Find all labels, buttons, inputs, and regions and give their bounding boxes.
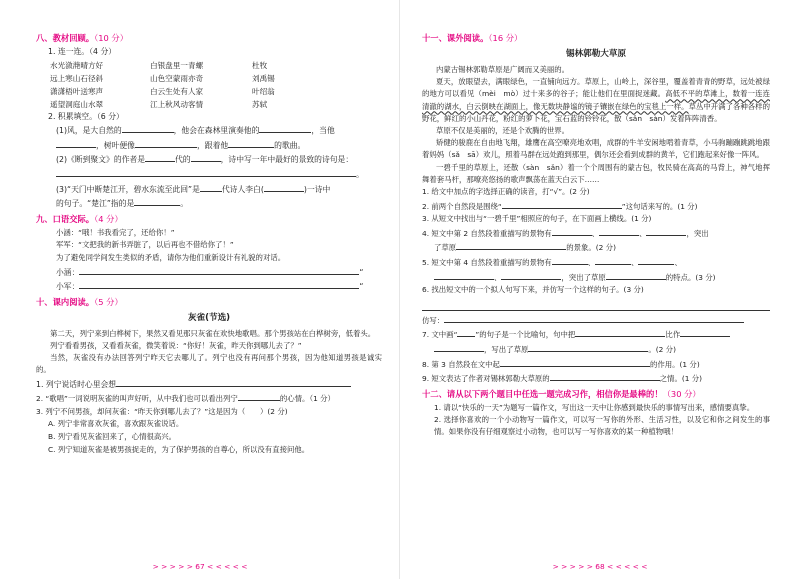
q11-5: 5. 短文中第 4 自然段着重描写的景物有 、 、 、 <box>422 255 770 270</box>
blank[interactable] <box>56 138 96 148</box>
option-c[interactable]: C. 列宁知道灰雀是被男孩捉走的，为了保护男孩的自尊心，所以没有直接问他。 <box>48 444 310 454</box>
q8-1-label: 1. 连一连。（4 分） <box>48 47 117 56</box>
answer-line[interactable] <box>116 377 351 387</box>
blank[interactable] <box>502 199 622 209</box>
option-a[interactable]: A. 列宁非常喜欢灰雀，喜欢跟灰雀说话。 <box>48 419 184 429</box>
blank[interactable] <box>134 196 180 206</box>
blank[interactable] <box>575 327 665 337</box>
dialog-answer-1: 小涵： “ <box>36 265 382 280</box>
q11-7: 7. 文中画“ ”的句子是一个比喻句，句中把 比作 <box>422 327 770 342</box>
article-paragraph: 一碧千里的草原上，还散（sàn sǎn）着一个个周围有的蒙古包，牧民骑在高高的马背上，神气地挥舞着套马杆，那嘹亮悠扬的歌声飘荡在蓝天白云下…… <box>422 162 770 184</box>
q8-2-line3: (2)《断到聚文》的作者是 代的 ，诗中写一年中最好的景致的诗句是： <box>36 152 382 167</box>
blank[interactable] <box>638 255 674 265</box>
q8-2-line4: 。 <box>36 167 382 182</box>
blank[interactable] <box>680 327 730 337</box>
q8-2-line2: ，树叶便像 ，跟着他 的歌曲。 <box>36 138 382 153</box>
q11-3: 3. 从短文中找出与“一碧千里”相照应的句子，在下面画上横线。(1 分) <box>422 214 652 224</box>
blank[interactable] <box>145 152 175 162</box>
blank[interactable] <box>122 123 174 133</box>
blank[interactable] <box>56 167 356 177</box>
blank[interactable] <box>191 152 221 162</box>
q10-2: 2. “歌唱”一词说明灰雀的叫声好听，从中我们也可以看出列宁 的心情。（1 分） <box>36 391 382 406</box>
dialog-answer-2: 小军： “ <box>36 279 382 294</box>
article-paragraph: 当然，灰雀没有办法回答列宁昨天它去哪儿了。列宁也没有再问那个男孩，因为他知道男孩是诚实的。 <box>36 353 382 375</box>
dialog-line2: 军军：“文把我的新书弄脏了，以后再也不借给你了！” <box>56 240 234 250</box>
section-10-heading: 十、课内阅读。（5 分） <box>36 296 123 307</box>
essay-option-2[interactable]: 2. 选择你喜欢的一个小动物写一篇作文，可以写一写你的外形、生活习性，以及它和你之间发生的事情。如果你没有仔细观察过小动物，也可以写一写你喜欢的某一种植物哦！ <box>434 414 770 437</box>
blank[interactable] <box>200 182 222 192</box>
section-11-heading: 十一、课外阅读。（16 分） <box>422 33 523 43</box>
blank[interactable] <box>606 270 666 280</box>
page-number-left: > > > > > 67 < < < < < <box>152 562 248 571</box>
article-paragraph: 第二天，列宁来到白桦树下，果然又看见那只灰雀在欢快地歌唱。那个男孩站在白桦树旁，低着头。 <box>50 328 376 338</box>
blank[interactable] <box>135 138 197 148</box>
article-paragraph: 列宁看看男孩，又看看灰雀，微笑着说：“你好！灰雀，昨天你到哪儿去了？” <box>50 340 302 350</box>
blank[interactable] <box>552 255 588 265</box>
blank[interactable] <box>259 123 311 133</box>
q10-3: 3. 列宁不问男孩，却问灰雀：“昨天你到哪儿去了？”这是因为（ ）(2 分) <box>36 406 288 416</box>
blank[interactable] <box>457 327 475 337</box>
answer-line[interactable] <box>79 265 359 275</box>
section-9-heading: 九、口语交际。（4 分） <box>36 213 123 224</box>
q11-2: 2. 前两个自然段是围绕“ ”这句话来写的。(1 分) <box>422 199 770 214</box>
q8-2-label: 2. 积累填空。（6 分） <box>48 111 124 121</box>
q11-4-cont: 了草原 的景象。(2 分) <box>422 240 770 255</box>
blank[interactable] <box>456 240 566 250</box>
q8-2-line6: 的句子。“楚江”指的是 。 <box>36 196 382 211</box>
blank[interactable] <box>550 371 660 381</box>
article-title: 锡林郭勒大草原 <box>565 49 627 59</box>
article-paragraph: 夏天，放眼望去，满眼绿色，一直铺向远方。草原上，山岭上，深谷里，覆盖着青青的野草，远处被绿的地方可以看见（mèi mò）过十来多的谷子；能让他们在里面捉迷藏。高低不平的草滩上，数着一连连清澈的湖水，白云倒映在湖面上，像无数块静谧的镜子镶嵌在绿色的宝毯上一样。草丛中开满了各种各样的野花，鲜红的小山丹花，粉红的萝卜花，宝石蓝的铃铃花，散（sǎn sàn）发着阵阵清香。 <box>422 77 770 123</box>
article-paragraph: 草原不仅是美丽的，还是个欢腾的世界。 <box>436 126 570 136</box>
q11-7-cont: ，写出了草原 。(2 分) <box>422 342 770 357</box>
blank[interactable] <box>228 138 274 148</box>
matching-grid[interactable]: 水光潋滟晴方好 白银盘里一青螺 杜牧 远上寒山石径斜 山色空蒙雨亦奇 刘禹锡 潇潇梧叶送寒声 白云生处有人家 叶绍翁 遥望洞庭山水翠 江上秋风动客情 苏轼 <box>50 60 275 109</box>
blank[interactable] <box>646 226 686 236</box>
q11-5-cont: 、 ，突出了草原 的特点。(3 分) <box>422 270 770 285</box>
dialog-line1: 小涵：“哦！书我看完了，还给你！” <box>56 227 175 237</box>
q11-1: 1. 给文中加点的字选择正确的读音，打“√”。(2 分) <box>422 187 590 197</box>
answer-line[interactable] <box>422 298 770 311</box>
q11-9: 9. 短文表达了作者对锡林郭勒大草原的 之情。(1 分) <box>422 371 770 386</box>
wavy-underlined-sentence: 高低不平的草滩上，数着一连连清澈的湖水，白云倒映在湖面上，像无数块静谧的镜子镶嵌在绿色的宝毯上一样。 <box>422 89 770 111</box>
blank[interactable] <box>500 357 650 367</box>
q8-2-line5: (3)“天门中断楚江开，碧水东流至此回”是 代诗人李白( )一诗中 <box>36 182 382 197</box>
blank[interactable] <box>434 342 484 352</box>
article-paragraph: 矫健的骏鹿在自由地飞翔，雄鹰在高空嘹亮地欢唱，成群的牛羊安闲地啃着青草，小马驹蹦蹦跳跳地跟着妈妈（sǎ sā）欢儿，照着马群在远处跑到那里，偶尔还会看到成群的黄羊，它们跑起来好像一阵风。 <box>422 138 770 160</box>
blank[interactable] <box>238 391 280 401</box>
blank[interactable] <box>434 270 494 280</box>
blank[interactable] <box>501 270 561 280</box>
blank[interactable] <box>599 226 639 236</box>
blank[interactable] <box>552 226 592 236</box>
answer-line[interactable] <box>444 313 744 323</box>
option-b[interactable]: B. 列宁看见灰雀回来了，心情很高兴。 <box>48 431 177 441</box>
dialog-instruction: 为了避免同学间发生类似的矛盾，请你为他们重新设计有礼貌的对话。 <box>56 252 286 262</box>
section-8-heading: 八、教材回顾。（10 分） <box>36 33 129 43</box>
q10-1: 1. 列宁说话时心里会想 <box>36 377 382 392</box>
q11-6: 6. 找出短文中的一个拟人句写下来，并仿写一个这样的句子。(3 分) <box>422 285 644 295</box>
q11-6-imitate: 仿写： <box>422 313 770 328</box>
essay-option-1[interactable]: 1. 请以“快乐的一天”为题写一篇作文，写出这一天中让你感到最快乐的事情写出来，感情要真挚。 <box>434 402 755 412</box>
blank[interactable] <box>595 255 631 265</box>
q11-4: 4. 短文中第 2 自然段着重描写的景物有 、 、 ，突出 <box>422 226 770 241</box>
right-page <box>400 0 800 579</box>
article-title: 灰雀(节选) <box>187 312 231 323</box>
answer-line[interactable] <box>79 279 359 289</box>
page-number-right: > > > > > 68 < < < < < <box>552 562 648 571</box>
q11-8: 8. 第 3 自然段在文中起 的作用。(1 分) <box>422 357 770 372</box>
blank[interactable] <box>264 182 304 192</box>
blank[interactable] <box>528 342 648 352</box>
q8-2-line1: (1)风，是大自然的 ，他会在森林里演奏他的 ，当他 <box>36 123 382 138</box>
article-paragraph: 内蒙古锡林郭勒草原是广阔而又美丽的。 <box>436 65 570 74</box>
section-12-heading: 十二、请从以下两个题目中任选一题完成习作，相信你是最棒的！（30 分） <box>422 388 701 399</box>
